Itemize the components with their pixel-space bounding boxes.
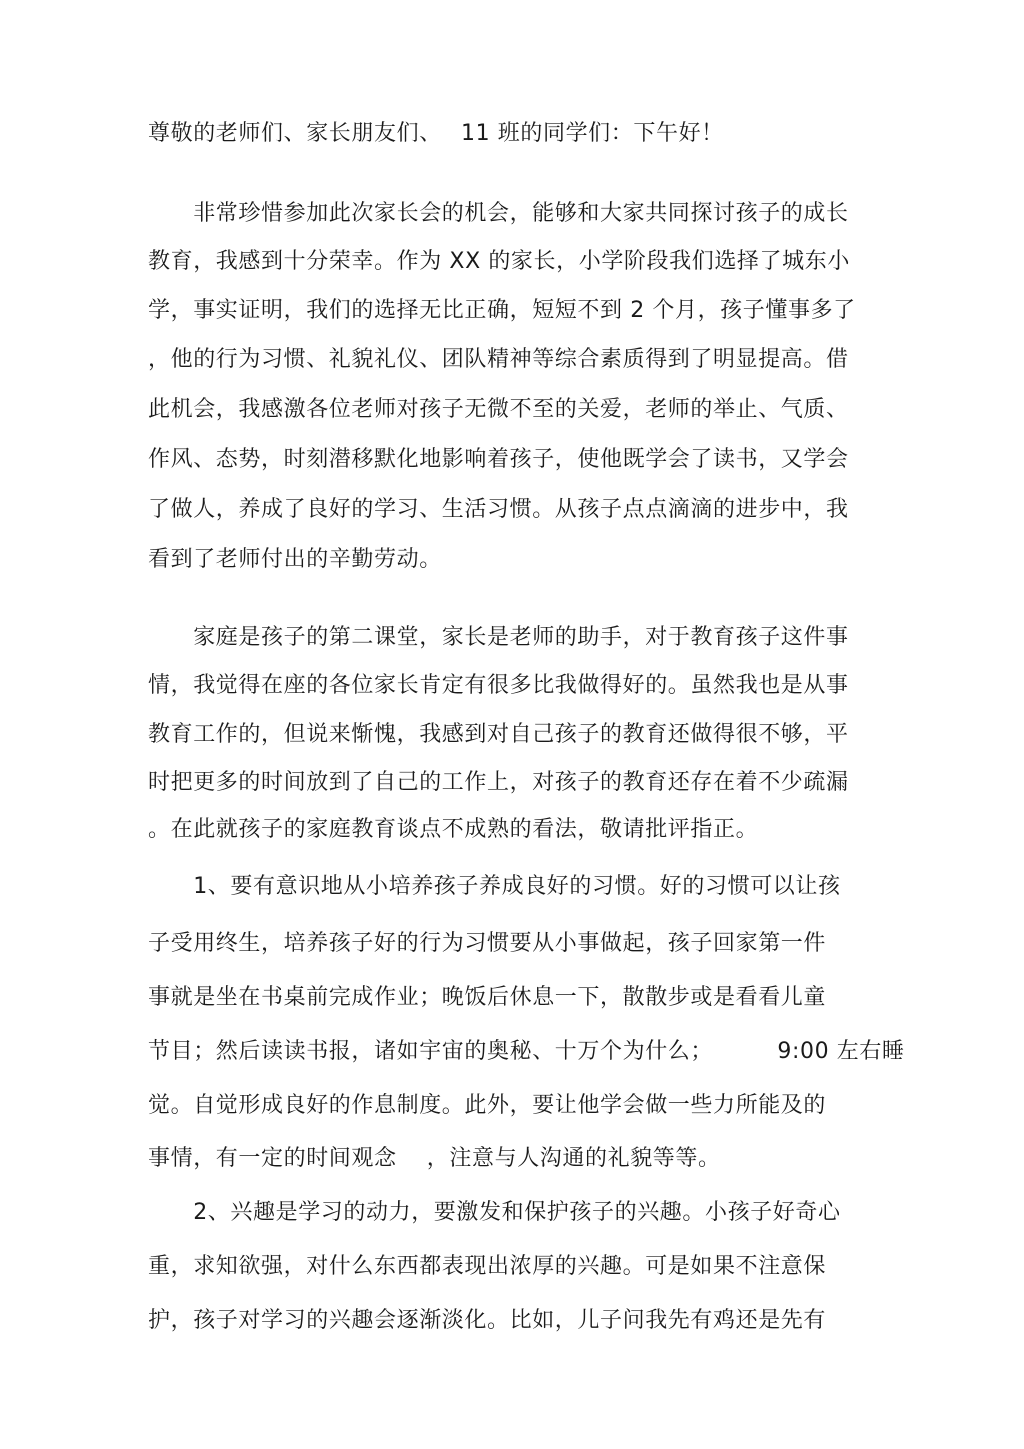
- paragraph-1-line-4: ，他的行为习惯、礼貌礼仪、团队精神等综合素质得到了明显提高。借: [148, 347, 849, 372]
- paragraph-1-line-3: 学，事实证明，我们的选择无比正确，短短不到 2 个月，孩子懂事多了: [148, 298, 856, 323]
- paragraph-1-line-1: 非常珍惜参加此次家长会的机会，能够和大家共同探讨孩子的成长: [148, 201, 849, 226]
- point-2-line-1: 2、兴趣是学习的动力，要激发和保护孩子的兴趣。小孩子好奇心: [148, 1200, 841, 1225]
- point-1-line-3: 事就是坐在书桌前完成作业；晚饭后休息一下，散散步或是看看儿童: [148, 985, 827, 1010]
- paragraph-1-line-8: 看到了老师付出的辛勤劳动。: [148, 547, 442, 572]
- paragraph-1-line-2: 教育，我感到十分荣幸。作为 XX 的家长，小学阶段我们选择了城东小: [148, 249, 850, 274]
- greeting-line: 尊敬的老师们、家长朋友们、 11 班的同学们：下午好！: [148, 121, 724, 146]
- point-2-line-3: 护，孩子对学习的兴趣会逐渐淡化。比如，儿子问我先有鸡还是先有: [148, 1308, 827, 1333]
- point-1-line-1: 1、要有意识地从小培养孩子养成良好的习惯。好的习惯可以让孩: [148, 874, 841, 899]
- paragraph-1-line-7: 了做人，养成了良好的学习、生活习惯。从孩子点点滴滴的进步中，我: [148, 497, 849, 522]
- point-1-line-2: 子受用终生，培养孩子好的行为习惯要从小事做起，孩子回家第一件: [148, 931, 827, 956]
- paragraph-2-line-5: 。在此就孩子的家庭教育谈点不成熟的看法，敬请批评指正。: [148, 817, 759, 842]
- point-1-line-5: 觉。自觉形成良好的作息制度。此外，要让他学会做一些力所能及的: [148, 1093, 827, 1118]
- point-1-line-6: 事情，有一定的时间观念 ，注意与人沟通的礼貌等等。: [148, 1146, 721, 1171]
- paragraph-2-line-3: 教育工作的，但说来惭愧，我感到对自己孩子的教育还做得很不够，平: [148, 722, 849, 747]
- paragraph-2-line-1: 家庭是孩子的第二课堂，家长是老师的助手，对于教育孩子这件事: [148, 625, 849, 650]
- paragraph-2-line-4: 时把更多的时间放到了自己的工作上，对孩子的教育还存在着不少疏漏: [148, 770, 849, 795]
- paragraph-2-line-2: 情，我觉得在座的各位家长肯定有很多比我做得好的。虽然我也是从事: [148, 673, 849, 698]
- paragraph-1-line-6: 作风、态势，时刻潜移默化地影响着孩子，使他既学会了读书，又学会: [148, 447, 849, 472]
- point-1-line-4: 节目；然后读读书报，诸如宇宙的奥秘、十万个为什么； 9:00 左右睡: [148, 1039, 905, 1064]
- paragraph-1-line-5: 此机会，我感激各位老师对孩子无微不至的关爱，老师的举止、气质、: [148, 397, 849, 422]
- point-2-line-2: 重，求知欲强，对什么东西都表现出浓厚的兴趣。可是如果不注意保: [148, 1254, 827, 1279]
